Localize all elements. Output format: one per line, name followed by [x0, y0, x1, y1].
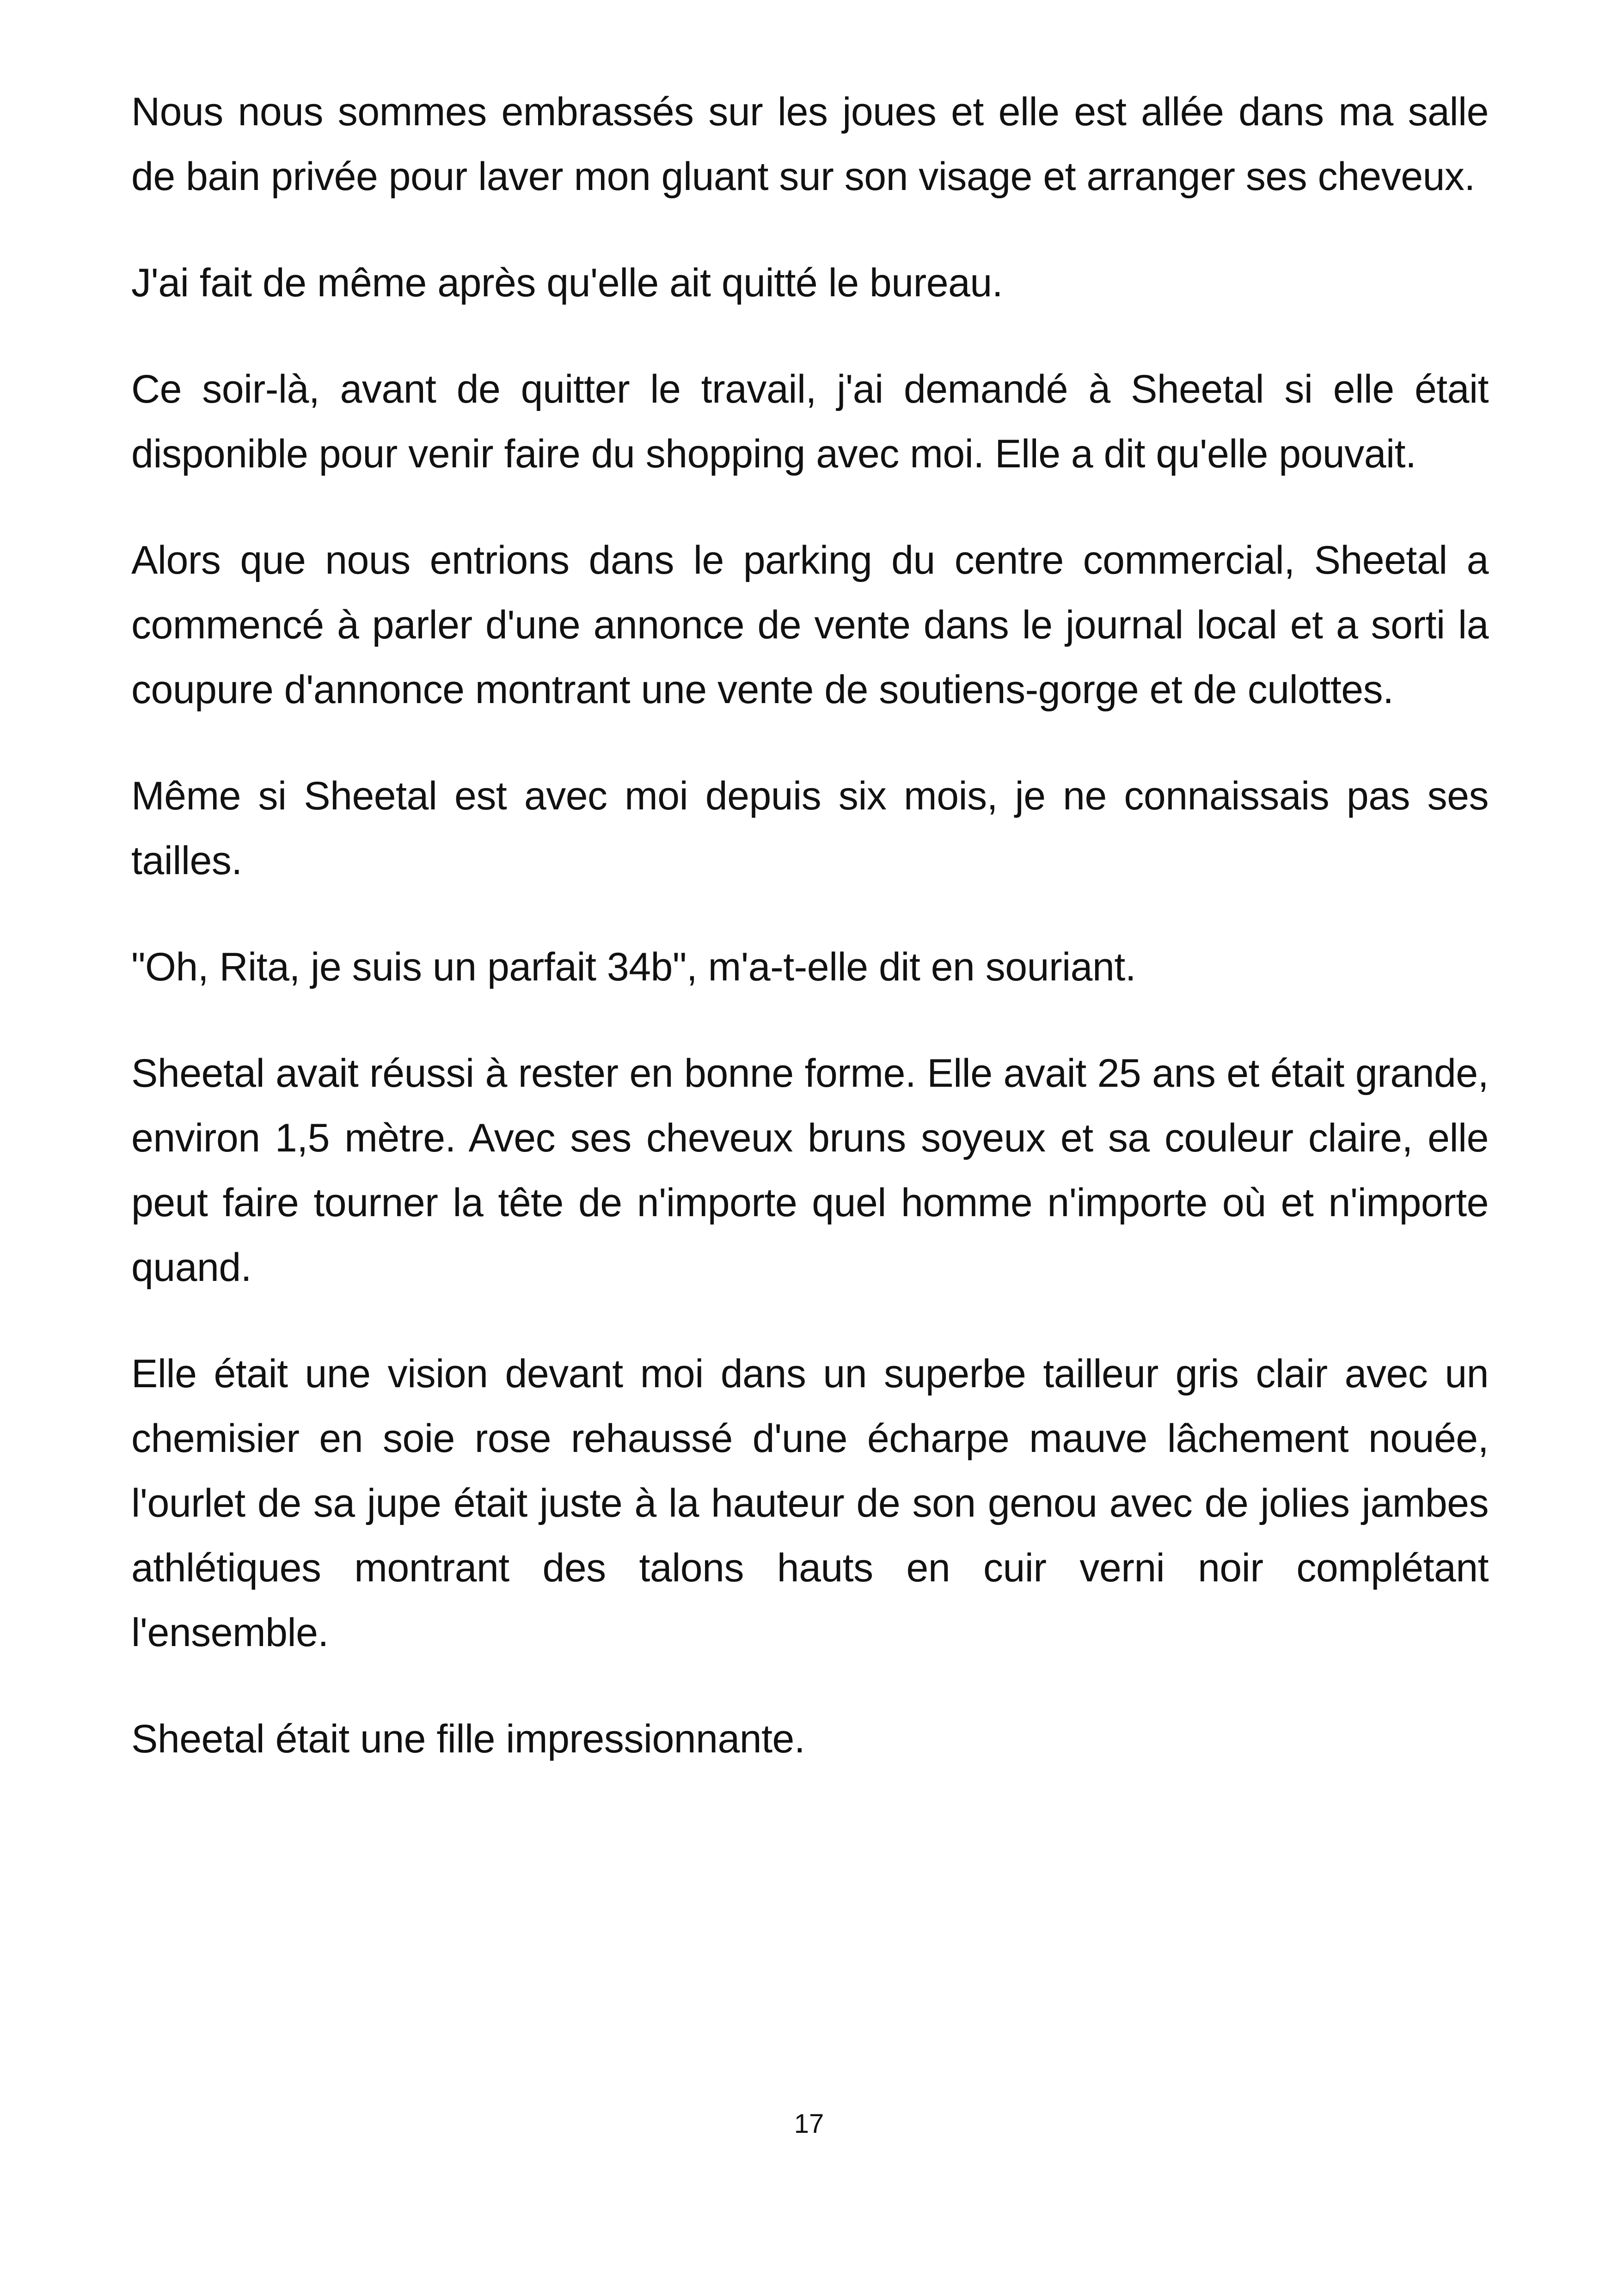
page-number: 17: [794, 2109, 824, 2139]
paragraph: Sheetal était une fille impressionnante.: [131, 1717, 805, 1761]
paragraph: Ce soir-là, avant de quitter le travail, j'ai demandé à Sheetal si elle était disponible pour venir faire du shopping avec moi. Elle a dit qu'elle pouvait.: [131, 367, 1489, 476]
paragraph: "Oh, Rita, je suis un parfait 34b", m'a-t-elle dit en souriant.: [131, 945, 1136, 989]
paragraph: Alors que nous entrions dans le parking du centre commercial, Sheetal a commencé à parler d'une annonce de vente dans le journal local et a sorti la coupure d'annonce montrant une vente de soutiens-gorge et de culottes.: [131, 538, 1489, 712]
paragraph: Même si Sheetal est avec moi depuis six mois, je ne connaissais pas ses tailles.: [131, 774, 1489, 883]
paragraph: Nous nous sommes embrassés sur les joues et elle est allée dans ma salle de bain privée pour laver mon gluant sur son visage et arranger ses cheveux.: [131, 90, 1489, 199]
paragraph: J'ai fait de même après qu'elle ait quitté le bureau.: [131, 261, 1003, 305]
body-text: [131, 80, 1489, 1771]
paragraph: Sheetal avait réussi à rester en bonne forme. Elle avait 25 ans et était grande, environ 1,5 mètre. Avec ses cheveux bruns soyeux et sa couleur claire, elle peut faire tourner la tête de n'importe quel homme n'importe où et n'importe quand.: [131, 1051, 1489, 1290]
paragraph: Elle était une vision devant moi dans un superbe tailleur gris clair avec un chemisier en soie rose rehaussé d'une écharpe mauve lâchement nouée, l'ourlet de sa jupe était juste à la hauteur de son genou avec de jolies jambes athlétiques montrant des talons hauts en cuir verni noir complétant l'ensemble.: [131, 1352, 1489, 1655]
